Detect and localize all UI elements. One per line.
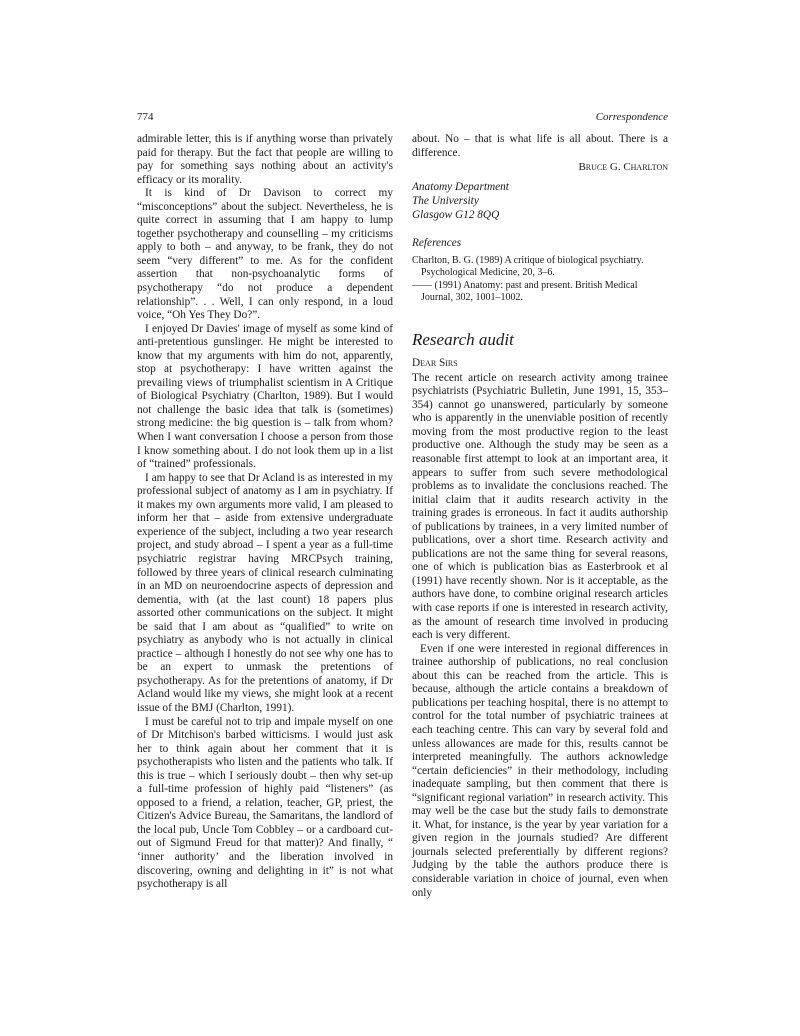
paragraph: I must be careful not to trip and impale myself on one of Dr Mitchison's barbed witticisms. I would just ask her to think again about her comment that it is psychotherapists who listen and the patients who talk. If this is true – which I seriously doubt – then why set-up a full-time profession of highly paid “listeners” (as opposed to a friend, a relation, teacher, GP, priest, the Citizen's Advice Bureau, the Samaritans, the landlord of the local pub, Uncle Tom Cobbley – or a cardboard cut-out of Sigmund Freud for that matter)? And finally, “ ‘inner authority’ and the liberation involved in discovering, owning and delighting in it” is not what psychotherapy is all xyxy=(137,715,393,891)
address-line: The University xyxy=(412,194,479,207)
paragraph: Even if one were interested in regional differences in trainee authorship of publications, no real conclusion about this can be reached from the article. This is because, although the article contains a breakdown of publications per teaching hospital, there is no attempt to control for the total number of psychiatric trainees at each teaching centre. This can vary by several fold and unless allowances are made for this, results cannot be interpreted meaningfully. The authors acknowledge “certain deficiencies” in their methodology, including inadequate sampling, but then comment that there is “significant regional variation” in research activity. This may well be the case but the study fails to demonstrate it. What, for instance, is the year by year variation for a given region in the journals studied? Are different journals selected preferentially by different regions? Judging by the table the authors produce there is considerable variation in choice of journal, even when only xyxy=(412,642,668,899)
reference-item: Charlton, B. G. (1989) A critique of biological psychiatry. Psychological Medicine, 20, 3–6. xyxy=(412,255,644,279)
page-header xyxy=(137,111,668,127)
paragraph: admirable letter, this is if anything worse than privately paid for therapy. But the fact that people are willing to pay for something says nothing about an activity's efficacy or its morality. xyxy=(137,133,393,186)
paragraph: The recent article on research activity among trainee psychiatrists (Psychiatric Bulletin, June 1991, 15, 353–354) cannot go unanswered, particularly by someone who is apparently in the unenviable position of recently moving from the most productive region to the least productive one. Although the study may be seen as a reasonable first attempt to look at an important area, it appears to suffer from such severe methodological problems as to invalidate the conclusions reached. The initial claim that it audits research activity in the training grades is erroneous. In fact it audits authorship of publications by trainees, in a very limited number of publications, over a short time. Research activity and publications are not the same thing for several reasons, one of which is publication bias as Easterbrook et al (1991) have recently shown. Nor is it acceptable, as the authors have done, to combine original research articles with case reports if one is interested in research activity, as the amount of research time involved in producing each is very different. xyxy=(412,371,668,642)
references-heading: References xyxy=(412,236,462,249)
page-number: 774 xyxy=(137,111,154,123)
paragraph: I am happy to see that Dr Acland is as interested in my professional subject of anatomy as I am in psychiatry. If it makes my own arguments more valid, I am pleased to inform her that – aside from extensive undergraduate experience of the subject, including a two year research project, and study abroad – I spent a year as a full-time psychiatric registrar having MRCPsych training, followed by three years of clinical research culminating in an MD on neuroendocrine aspects of depression and dementia, with (at the last count) 18 papers plus assorted other communications on the subject. It might be said that I am about as “qualified” to write on psychiatry as anybody who is not actually in clinical practice – although I honestly do not see why one has to be an expert to unmask the pretentions of psychotherapy. As for the pretentions of anatomy, if Dr Acland would like my views, she might look at a recent issue of the BMJ (Charlton, 1991). xyxy=(137,471,393,714)
author-signature: Bruce G. Charlton xyxy=(578,161,668,174)
paragraph: It is kind of Dr Davison to correct my “misconceptions” about the subject. Nevertheless, he is quite correct in assuming that I am happy to lump together psychotherapy and counselling – my criticisms apply to both – and anyway, to be frank, they do not seem “very different” to me. As for the confident assertion that non-psychoanalytic forms of psychotherapy “do not produce a dependent relationship”. . . Well, I can only respond, in a loud voice, “Oh Yes They Do?”. xyxy=(137,187,393,322)
paragraph: I enjoyed Dr Davies' image of myself as some kind of anti-pretentious gunslinger. He might be interested to know that my arguments with him do not, apparently, stop at psychotherapy: I have written against the prevailing views of triumphalist scientism in A Critique of Biological Psychiatry (Charlton, 1989). But I would not challenge the basic idea that talk is (sometimes) strong medicine: the big question is – talk from whom? When I want conversation I choose a person from those I know something about. I do not look them up in a list of “trained” professionals. xyxy=(137,322,393,471)
right-column xyxy=(412,133,668,900)
address-line: Anatomy Department xyxy=(412,180,509,193)
left-column xyxy=(137,133,393,892)
salutation: Dear Sirs xyxy=(412,357,458,370)
paragraph: about. No – that is what life is all about. There is a difference. xyxy=(412,133,668,159)
article-title: Research audit xyxy=(412,330,514,350)
author-address xyxy=(412,180,668,222)
address-line: Glasgow G12 8QQ xyxy=(412,208,500,221)
reference-item: —— (1991) Anatomy: past and present. British Medical Journal, 302, 1001–1002. xyxy=(412,280,638,304)
section-title: Correspondence xyxy=(595,111,668,123)
